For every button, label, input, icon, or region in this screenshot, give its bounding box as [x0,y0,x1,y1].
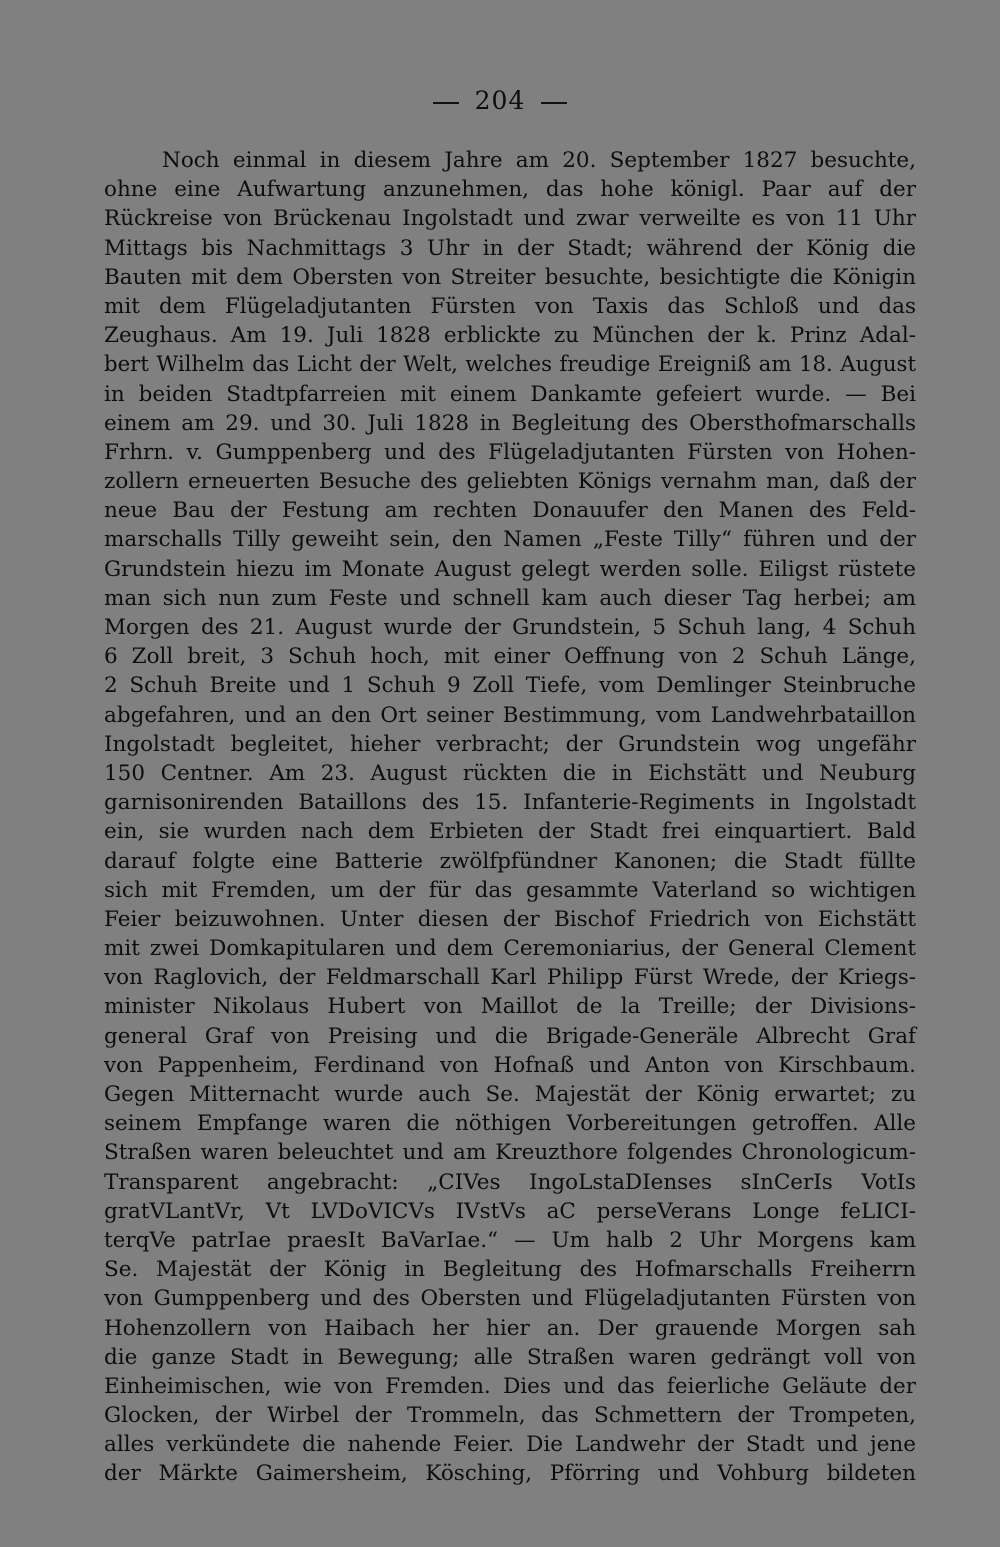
text-line: Ingolstadt begleitet, hieher verbracht; der Grundstein wog ungefähr [104,731,916,757]
header-dash-right [541,102,567,104]
text-line: von Gumppenberg und des Obersten und Flügeladjutanten Fürsten von [104,1286,916,1312]
page-number: 204 [474,86,526,115]
text-line: Morgen des 21. August wurde der Grundstein, 5 Schuh lang, 4 Schuh [104,615,916,640]
text-line: der Märkte Gaimersheim, Kösching, Pförring und Vohburg bildeten [104,1461,916,1487]
text-line: Hohenzollern von Haibach her hier an. Der grauende Morgen sah [104,1315,916,1341]
text-line: ein, sie wurden nach dem Erbieten der Stadt frei einquartiert. Bald [104,819,916,845]
text-line: Bauten mit dem Obersten von Streiter besuchte, besichtigte die Königin [104,264,916,290]
text-line: ohne eine Aufwartung anzunehmen, das hohe königl. Paar auf der [104,177,916,203]
text-line: terqVe patrIae praesIt BaVarIae.“ — Um halb 2 Uhr Morgens kam [104,1227,916,1253]
text-line: Einheimischen, wie von Fremden. Dies und das feierliche Geläute der [104,1373,916,1399]
text-line: abgefahren, und an den Ort seiner Bestimmung, vom Landwehrbataillon [104,702,916,728]
text-line: general Graf von Preising und die Brigade-Generäle Albrecht Graf [104,1023,916,1049]
text-line: die ganze Stadt in Bewegung; alle Straßen waren gedrängt voll von [104,1344,916,1370]
text-line: Mittags bis Nachmittags 3 Uhr in der Stadt; während der König die [104,235,916,261]
text-line: in beiden Stadtpfarreien mit einem Dankamte gefeiert wurde. — Bei [104,381,916,407]
text-line: darauf folgte eine Batterie zwölfpfündner Kanonen; die Stadt füllte [104,848,916,874]
text-line: Gegen Mitternacht wurde auch Se. Majestät der König erwartet; zu [104,1082,916,1107]
text-line: von Raglovich, der Feldmarschall Karl Philipp Fürst Wrede, der Kriegs- [104,965,916,991]
text-line: mit zwei Domkapitularen und dem Ceremoniarius, der General Clement [104,936,916,962]
text-line: bert Wilhelm das Licht der Welt, welches freudige Ereigniß am 18. August [104,352,916,378]
text-line: Zeughaus. Am 19. Juli 1828 erblickte zu München der k. Prinz Adal- [104,323,916,349]
text-line: garnisonirenden Bataillons des 15. Infanterie-Regiments in Ingolstadt [104,790,916,816]
text-line: Se. Majestät der König in Begleitung des Hofmarschalls Freiherrn [104,1257,916,1283]
text-line: Grundstein hiezu im Monate August gelegt werden solle. Eiligst rüstete [104,556,916,582]
text-line: gratVLantVr, Vt LVDoVICVs IVstVs aC perseVerans Longe feLICI- [104,1198,916,1224]
text-line: alles verkündete die nahende Feier. Die Landwehr der Stadt und jene [104,1432,916,1458]
text-line: neue Bau der Festung am rechten Donauufer den Manen des Feld- [104,498,916,524]
text-line: Rückreise von Brückenau Ingolstadt und zwar verweilte es von 11 Uhr [104,206,916,232]
text-line: von Pappenheim, Ferdinand von Hofnaß und Anton von Kirschbaum. [104,1052,916,1078]
text-line: mit dem Flügeladjutanten Fürsten von Taxis das Schloß und das [104,293,916,319]
text-line: seinem Empfange waren die nöthigen Vorbereitungen getroffen. Alle [104,1111,916,1137]
text-line: marschalls Tilly geweiht sein, den Namen „Feste Tilly“ führen und der [104,527,916,553]
text-line: 2 Schuh Breite und 1 Schuh 9 Zoll Tiefe, vom Demlinger Steinbruche [104,673,916,699]
text-line: Feier beizuwohnen. Unter diesen der Bischof Friedrich von Eichstätt [104,906,916,932]
text-line: zollern erneuerten Besuche des geliebten Königs vernahm man, daß der [104,469,916,495]
header-dash-left [433,102,459,104]
text-line: 6 Zoll breit, 3 Schuh hoch, mit einer Oeffnung von 2 Schuh Länge, [104,644,916,670]
text-line: minister Nikolaus Hubert von Maillot de la Treille; der Divisions- [104,994,916,1020]
page-header [0,84,1000,118]
text-line: 150 Centner. Am 23. August rückten die in Eichstätt und Neuburg [104,760,916,786]
text-line: Glocken, der Wirbel der Trommeln, das Schmettern der Trompeten, [104,1403,916,1429]
body-text [104,146,916,1489]
text-line: Noch einmal in diesem Jahre am 20. September 1827 besuchte, [162,148,916,173]
text-line: sich mit Fremden, um der für das gesammte Vaterland so wichtigen [104,877,916,903]
text-line: Frhrn. v. Gumppenberg und des Flügeladjutanten Fürsten von Hohen- [104,439,916,465]
text-line: Transparent angebracht: „CIVes IngoLstaDIenses sInCerIs VotIs [104,1169,916,1195]
text-line: man sich nun zum Feste und schnell kam auch dieser Tag herbei; am [104,585,916,611]
text-line: Straßen waren beleuchtet und am Kreuzthore folgendes Chronologicum- [104,1140,916,1166]
text-line: einem am 29. und 30. Juli 1828 in Begleitung des Obersthofmarschalls [104,410,916,436]
